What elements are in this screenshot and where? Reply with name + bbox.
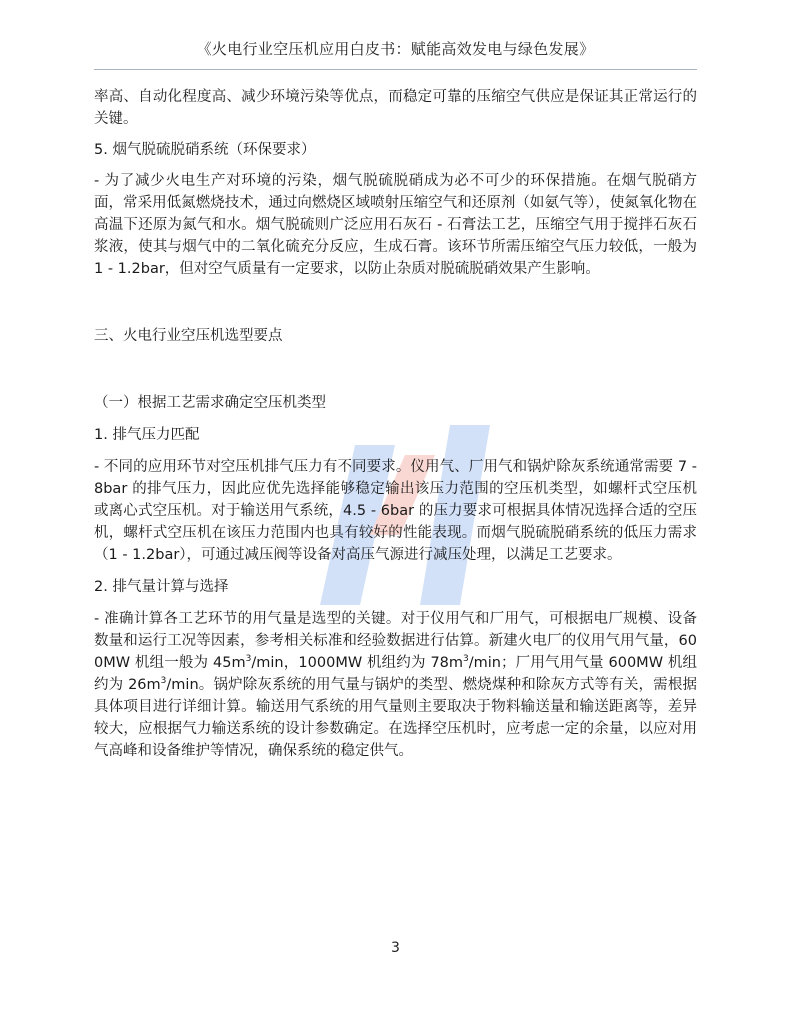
header-title: 《火电行业空压机应用白皮书：赋能高效发电与绿色发展》 [196, 40, 595, 58]
airflow-text-1: - 准确计算各工艺环节的用气量是选型的关键。对于仪用气和厂用气，可根据电厂规模、设备数量和运行工况等因素，参考相关标准和经验数据进行估算。新建火电厂的仪用气用气量，600MW 机组一般为 45m [94, 611, 697, 671]
section-heading-flue-gas: 5. 烟气脱硫脱硝系统（环保要求） [94, 142, 316, 158]
header-divider [94, 69, 697, 70]
paragraph-flue-gas: - 为了减少火电生产对环境的污染，烟气脱硫脱硝成为必不可少的环保措施。在烟气脱硝方面，常采用低氮燃烧技术，通过向燃烧区域喷射压缩空气和还原剂（如氨气等），使氮氧化物在高温下还原为氮气和水。烟气脱硫则广泛应用石灰石 - 石膏法工艺，压缩空气用于搅拌石灰石浆液，使其与烟气中的二氧化硫充分反应，生成石膏。该环节所需压缩空气压力较低，一般为 1 - 1.2bar，但对空气质量有一定要求，以防止杂质对脱硫脱硝效果产生影响。 [94, 173, 697, 277]
paragraph-airflow [94, 608, 697, 762]
subsection-heading-type: （一）根据工艺需求确定空压机类型 [94, 395, 326, 411]
page-number: 3 [391, 940, 400, 956]
section-heading-pressure: 1. 排气压力匹配 [94, 427, 200, 443]
paragraph-pressure: - 不同的应用环节对空压机排气压力有不同要求。仪用气、厂用气和锅炉除灰系统通常需要 7 - 8bar 的排气压力，因此应优先选择能够稳定输出该压力范围的空压机类型，如螺杆式空压机或离心式空压机。对于输送用气系统，4.5 - 6bar 的压力要求可根据具体情况选择合适的空压机，螺杆式空压机在该压力范围内也具有较好的性能表现。而烟气脱硫脱硝系统的低压力需求（1 - 1.2bar），可通过减压阀等设备对高压气源进行减压处理，以满足工艺要求。 [94, 459, 697, 563]
airflow-sup-1: 3 [245, 654, 252, 665]
airflow-text-2: /min，1000MW 机组约为 78m [251, 655, 464, 671]
airflow-text-4: /min。锅炉除灰系统的用气量与锅炉的类型、燃烧煤种和除灰方式等有关，需根据具体项目进行详细计算。输送用气系统的用气量则主要取决于物料输送量和输送距离等，差异较大，应根据气力输送系统的设计参数确定。在选择空压机时，应考虑一定的余量，以应对用气高峰和设备维护等情况，确保系统的稳定供气。 [94, 677, 698, 759]
section-heading-airflow: 2. 排气量计算与选择 [94, 579, 229, 595]
paragraph-continuation: 率高、自动化程度高、减少环境污染等优点，而稳定可靠的压缩空气供应是保证其正常运行的关键。 [94, 89, 697, 127]
chapter-heading-selection: 三、火电行业空压机选型要点 [94, 328, 283, 344]
airflow-sup-3: 3 [160, 676, 167, 687]
page-body [94, 86, 697, 762]
airflow-sup-2: 3 [463, 654, 469, 665]
airflow-text-3: /min；厂用气用气量 600MW 机组约为 26m [94, 655, 697, 693]
